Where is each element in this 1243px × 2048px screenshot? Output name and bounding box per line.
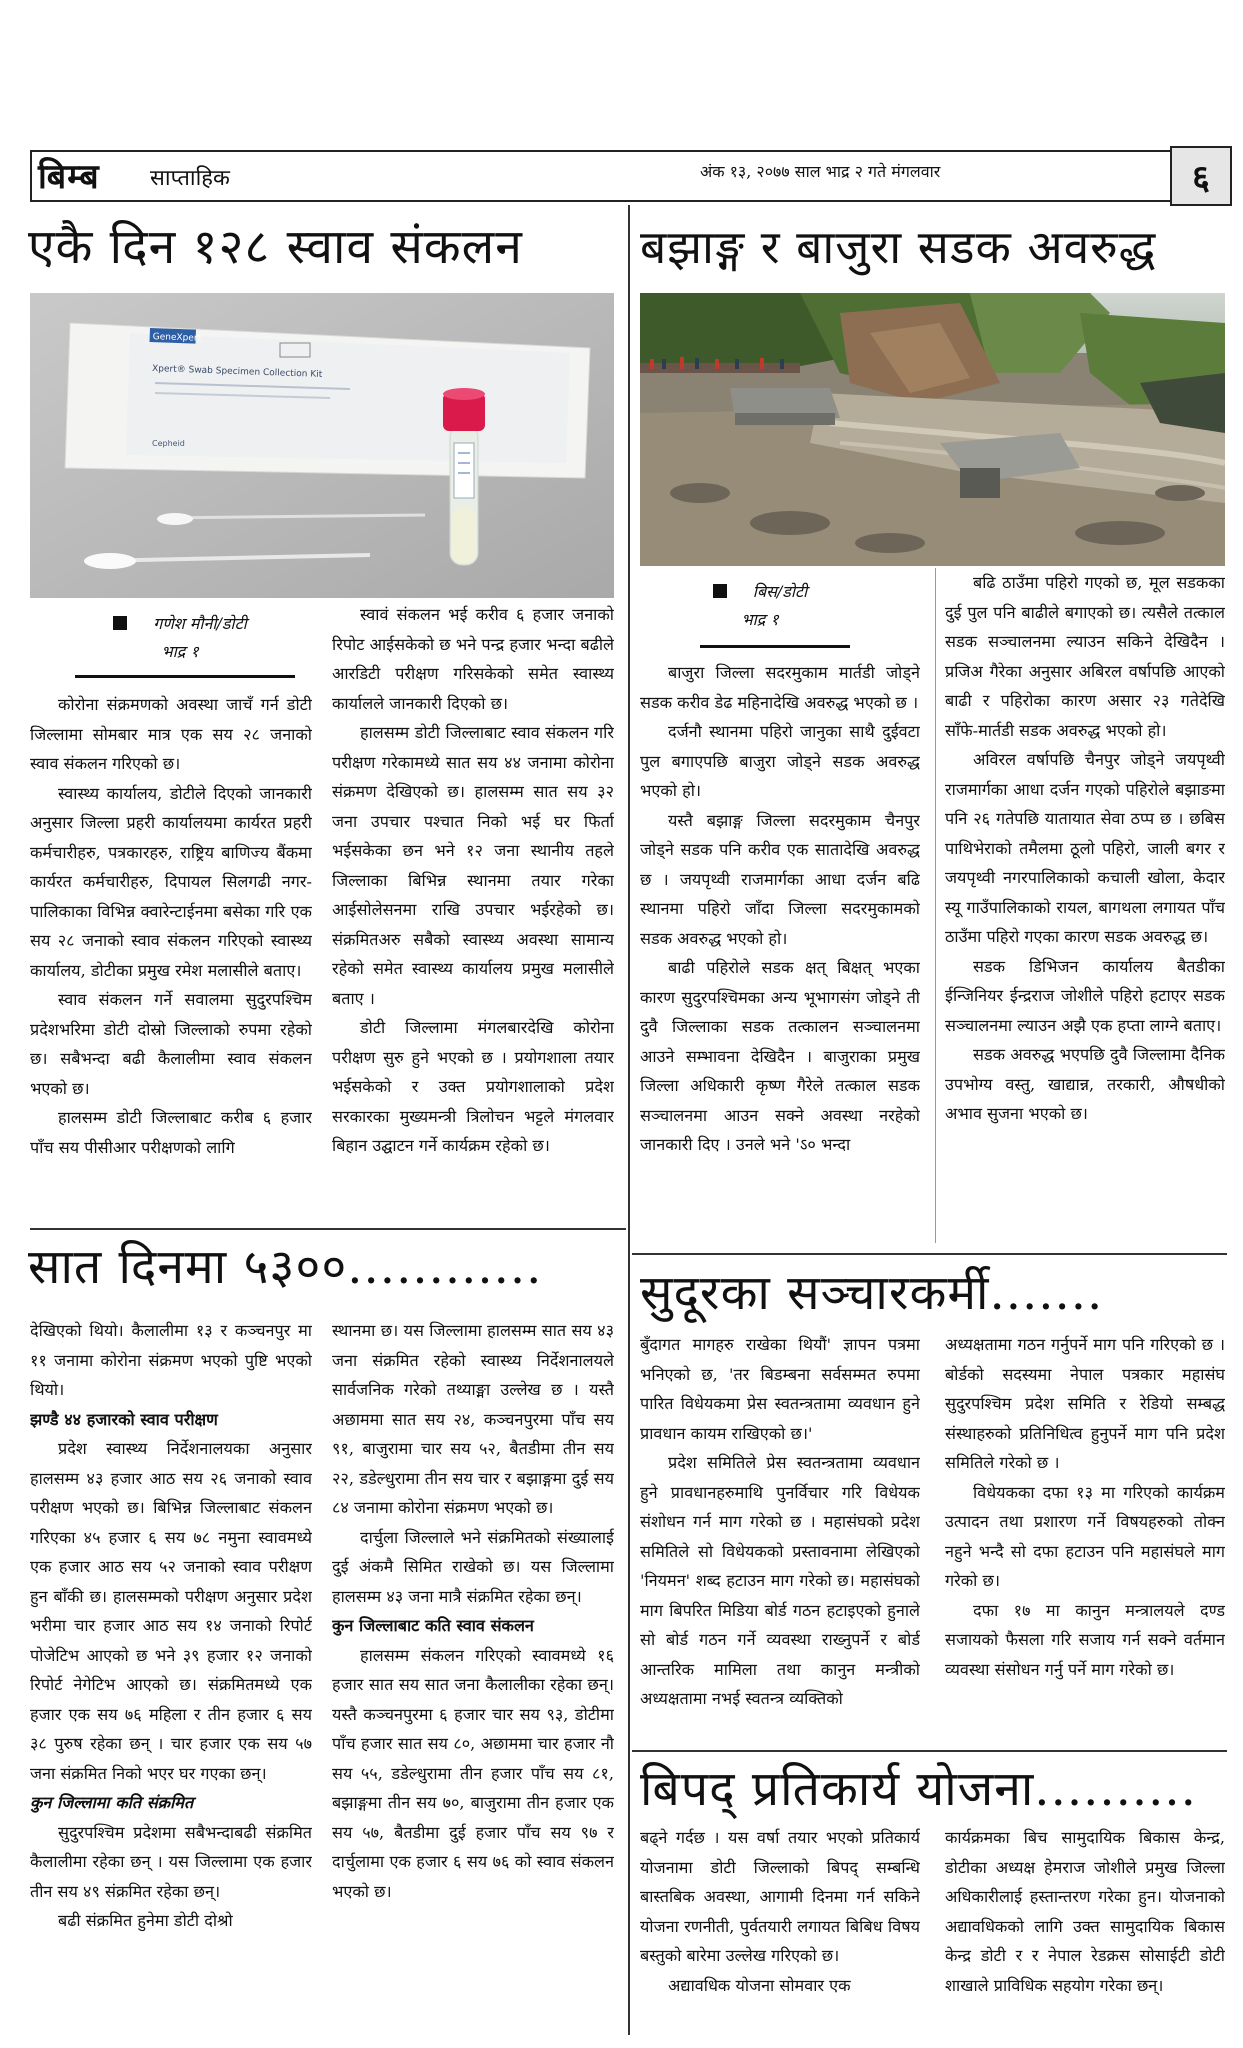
- article1-byline-rule: [75, 675, 295, 678]
- section-rule-left: [30, 1228, 626, 1230]
- article2-column-2: [945, 568, 1225, 1243]
- paragraph: अविरल वर्षापछि चैनपुर जोड्ने जयपृथ्वी राजमार्गका आधा दर्जन गएको पहिरोले बझाङमा पनि २६ गतेपछि यातायात सेवा ठप्प छ । छबिस पाथिभेराको तमैलमा ठूलो पहिरो, जाली बगर र जयपृथ्वी नगरपालिकाको कचाली खोला, केदार स्यू गाउँपालिकाको रायल, बागथला लगायत पाँच ठाउँमा पहिरो गएका कारण सडक अवरुद्ध छ।: [945, 750, 1225, 946]
- bullet-square-icon: [113, 616, 127, 630]
- article5-column-2: [945, 1823, 1225, 2033]
- center-column-rule: [628, 205, 630, 2035]
- paragraph: हालसम्म डोटी जिल्लाबाट स्वाव संकलन गरि परीक्षण गरेकामध्ये सात सय ४४ जनामा कोरोना संक्रमण देखिएको छ। हालसम्म सात सय ३२ जना उपचार पश्चात निको भई घर फिर्ता भईसकेका छन भने १२ जना स्थानीय तहले जिल्लाका बिभिन्न स्थानमा तयार गरेका आईसोलेसनमा राखि उपचार भईरहेको छ। संक्रमितअरु सबैको स्वास्थ्य अवस्था सामान्य रहेको समेत स्वास्थ्य कार्यालय प्रमुख मलासीले बताए ।: [332, 723, 614, 1008]
- paragraph: दफा १७ मा कानुन मन्त्रालयले दण्ड सजायको फैसला गरि सजाय गर्न सक्ने वर्तमान व्यवस्था संसोधन गर्नु पर्ने माग गरेको छ।: [945, 1600, 1225, 1679]
- article3-title: सात दिनमा ५३००............: [28, 1239, 543, 1295]
- article1-photo: [30, 293, 614, 598]
- article1-column-1: [30, 690, 312, 1215]
- paragraph: स्वावं संकलन भई करीव ६ हजार जनाको रिपोट आईसकेको छ भने पन्द्र हजार भन्दा बढीले आरडिटी परीक्षण गरिसकेको समेत स्वास्थ्य कार्यालले जानकारी दिएको छ।: [332, 605, 614, 713]
- article3-column-1: [30, 1316, 312, 2031]
- article1-author: गणेश मौनी/डोटी: [153, 614, 247, 633]
- article4-title: सुदूरका सञ्चारकर्मी.......: [640, 1265, 1104, 1321]
- article1-byline-date: भाद्र १: [161, 642, 199, 661]
- section-rule-right: [632, 1253, 1227, 1255]
- article2-column-1: [640, 658, 920, 1243]
- article4-column-2: [945, 1330, 1225, 1745]
- paragraph: बाढी पहिरोले सडक क्षत् बिक्षत् भएका कारण सुदुरपश्चिमका अन्य भूभागसंग जोड्ने ती दुवै जिल्लाका सडक तत्कालन सञ्चालनमा आउने सम्भावना देखिदैन । बाजुराका प्रमुख जिल्ला अधिकारी कृष्ण गैरेले तत्काल सडक सञ्चालनमा आउन सक्ने अवस्था नरहेको जानकारी दिए । उनले भने 'ऽ० भन्दा: [640, 958, 920, 1154]
- paragraph: दर्जनौ स्थानमा पहिरो जानुका साथै दुईवटा पुल बगाएपछि बाजुरा जोड्ने सडक अवरुद्ध भएको हो।: [640, 722, 920, 800]
- paragraph: प्रदेश स्वास्थ्य निर्देशनालयका अनुसार हालसम्म ४३ हजार आठ सय २६ जनाको स्वाव परीक्षण भएको छ। बिभिन्न जिल्लाबाट संकलन गरिएका ४५ हजार ६ सय ७८ नमुना स्वावमध्ये एक हजार आठ सय ५२ जनाको स्वाव परीक्षण हुन बाँकी छ। हालसम्मको परीक्षण अनुसार प्रदेश भरीमा चार हजार आठ सय १४ जनाको रिपोर्ट पोजेटिभ आएको छ भने ३९ हजार १२ जनाको रिपोर्ट नेगेटिभ आएको छ। संक्रमितमध्ये एक हजार एक सय ७६ महिला र तीन हजार ६ सय ३८ पुरुष रहेका छन् । चार हजार एक सय ५७ जना संक्रमित निको भएर घर गएका छन्।: [30, 1439, 312, 1783]
- article2-byline-rule: [700, 645, 850, 648]
- photo1-brand: GeneXpert: [152, 332, 202, 344]
- paragraph: सुदुरपश्चिम प्रदेशमा सबैभन्दाबढी संक्रमित कैलालीमा रहेका छन् । यस जिल्लामा एक हजार तीन सय ४९ संक्रमित रहेका छन्।: [30, 1822, 312, 1901]
- paragraph: बाजुरा जिल्ला सदरमुकाम मार्तडी जोड्ने सडक करीव डेढ महिनादेखि अवरुद्ध भएको छ ।: [640, 663, 920, 712]
- paragraph: हालसम्म संकलन गरिएको स्वावमध्ये १६ हजार सात सय सात जना कैलालीका रहेका छन्। यस्तै कञ्चनपुरमा ६ हजार चार सय ९३, डोटीमा पाँच हजार सात सय ८०, अछाममा चार हजार नौ सय ५५, डडेल्धुरामा तीन हजार पाँच सय ८१, बझाङ्गमा तीन सय ७०, बाजुरामा तीन हजार एक सय ५७, बैतडीमा दुई हजार पाँच सय ९७ र दार्चुलामा एक हजार ६ सय ७६ को स्वाव संकलन भएको छ।: [332, 1645, 614, 1901]
- article5-title: बिपद् प्रतिकार्य योजना..........: [640, 1761, 1197, 1817]
- section-rule-right-lower: [632, 1750, 1227, 1752]
- page-number: [1170, 146, 1232, 206]
- newspaper-logo-subtitle: साप्ताहिक: [150, 166, 230, 191]
- paragraph: स्थानमा छ। यस जिल्लामा हालसम्म सात सय ४३ जना संक्रमित रहेको स्वास्थ्य निर्देशनालयले सार्वजनिक गरेको तथ्याङ्मा उल्लेख छ । यस्तै अछाममा सात सय २४, कञ्चनपुरमा पाँच सय ९१, बाजुरामा चार सय ५२, बैतडीमा तीन सय २२, डडेल्धुरामा तीन सय चार र बझाङ्गमा दुई सय ८४ जनामा कोरोना संक्रमण भएको छ।: [332, 1321, 614, 1517]
- article2-byline-date: भाद्र १: [741, 610, 779, 629]
- article1-column-2: [332, 600, 614, 1215]
- paragraph: स्वाव संकलन गर्ने सवालमा सुदुरपश्चिम प्रदेशभरिमा डोटी दोस्रो जिल्लाको रुपमा रहेको छ। सबैभन्दा बढी कैलालीमा स्वाव संकलन भएको छ।: [30, 990, 312, 1098]
- paragraph: बढि ठाउँमा पहिरो गएको छ, मूल सडकका दुई पुल पनि बाढीले बगाएको छ। त्यसैले तत्काल सडक सञ्चालनमा ल्याउन सकिने देखिदैन । प्रजिअ गैरेका अनुसार अबिरल वर्षापछि आएको बाढी र पहिरोका कारण असार २३ गतेदेखि साँफे-मार्तडी सडक अवरुद्ध भएको हो।: [945, 573, 1225, 740]
- paragraph: दार्चुला जिल्लाले भने संक्रमितको संख्यालाई दुई अंकमै सिमित राखेको छ। यस जिल्लामा हालसम्म ४३ जना मात्रै संक्रमित रहेका छन्।: [332, 1527, 614, 1606]
- bullet-square-icon: [713, 584, 727, 598]
- article1-title: एकै दिन १२८ स्वाव संकलन: [28, 219, 523, 275]
- article2-column-rule: [935, 568, 936, 1243]
- paragraph: बढी संक्रमित हुनेमा डोटी दोश्रो: [58, 1911, 233, 1930]
- paragraph: हालसम्म डोटी जिल्लाबाट करीब ६ हजार पाँच सय पीसीआर परीक्षणको लागि: [30, 1108, 312, 1157]
- paragraph: विधेयकका दफा १३ मा गरिएको कार्यक्रम उत्पादन तथा प्रशारण गर्ने विषयहरुको तोक्न नहुने भन्दै सो दफा हटाउन पनि महासंघले माग गरेको छ।: [945, 1482, 1225, 1590]
- subheading: झण्डै ४४ हजारको स्वाव परीक्षण: [30, 1409, 218, 1429]
- paragraph: कार्यक्रमका बिच सामुदायिक बिकास केन्द्र, डोटीका अध्यक्ष हेमराज जोशीले प्रमुख जिल्ला अधिकारीलाई हस्तान्तरण गरेका हुन। योजनाको अद्यावधिकको लागि उक्त सामुदायिक बिकास केन्द्र डोटी र र नेपाल रेडक्रस सोसाईटी डोटी शाखाले प्राविधिक सहयोग गरेका छन्।: [945, 1828, 1225, 1995]
- paragraph: स्वास्थ्य कार्यालय, डोटीले दिएको जानकारी अनुसार जिल्ला प्रहरी कार्यालयमा कार्यरत प्रहरी कर्मचारीहरु, पत्रकारहरु, राष्ट्रिय बाणिज्य बैंकमा कार्यरत कर्मचारीहरु, दिपायल सिलगढी नगर-पालिकाका विभिन्न क्वारेन्टाईनमा बसेका गरि एक सय २८ जनाको स्वाव संकलन गरिएको स्वास्थ्य कार्यालय, डोटीका प्रमुख रमेश मलासीले बताए।: [30, 783, 312, 980]
- photo1-maker: Cepheid: [152, 439, 185, 448]
- article1-byline-author: [60, 610, 300, 638]
- paragraph: प्रदेश समितिले प्रेस स्वतन्त्रतामा व्यवधान हुने प्रावधानहरुमाथि पुनर्विचार गरि विधेयक संशोधन गर्न माग गरेको छ । महासंघको प्रदेश समितिले सो विधेयकको प्रस्तावनामा लेखिएको 'नियमन' शब्द हटाउन माग गरेको छ। महासंघको माग बिपरित मिडिया बोर्ड गठन हटाइएको हुनाले सो बोर्ड गठन गर्ने व्यवस्था राख्नुपर्ने र बोर्ड आन्तरिक मामिला तथा कानुन मन्त्रीको अध्यक्षतामा नभई स्वतन्त्र व्यक्तिको: [640, 1453, 920, 1708]
- paragraph: बढ्ने गर्दछ । यस वर्षा तयार भएको प्रतिकार्य योजनामा डोटी जिल्लाको बिपद् सम्बन्धि बास्तबिक अवस्था, आगामी दिनमा गर्न सकिने योजना रणनीती, पुर्वतयारी लगायत बिबिध विषय बस्तुको बारेमा उल्लेख गरिएको छ।: [640, 1828, 920, 1965]
- issue-info: अंक १३, २०७७ साल भाद्र २ गते मंगलवार: [700, 162, 941, 181]
- article2-author: बिस/डोटी: [752, 582, 808, 601]
- article4-column-1: [640, 1330, 920, 1745]
- article2-byline: [660, 578, 860, 634]
- page-number-text: ६: [1192, 158, 1210, 198]
- paragraph: बुँदागत मागहरु राखेका थियौं' ज्ञापन पत्रमा भनिएको छ, 'तर बिडम्बना सर्वसम्मत रुपमा पारित विधेयकमा प्रेस स्वतन्त्रतामा व्यवधान हुने प्रावधान कायम राखिएको छ।': [640, 1335, 920, 1443]
- paragraph: अध्यक्षतामा गठन गर्नुपर्ने माग पनि गरिएको छ । बोर्डको सदस्यमा नेपाल पत्रकार महासंघ सुदुरपश्चिम प्रदेश समिति र रेडियो सम्बद्ध संस्थाहरुको प्रतिनिधित्व हुनुपर्ने माग पनि प्रदेश समितिले गरेको छ ।: [945, 1335, 1225, 1472]
- subheading: कुन जिल्लाबाट कति स्वाव संकलन: [332, 1616, 534, 1635]
- article2-photo: [640, 293, 1225, 566]
- subheading: कुन जिल्लामा कति संक्रमित: [30, 1793, 194, 1812]
- paragraph: डोटी जिल्लामा मंगलबारदेखि कोरोना परीक्षण सुरु हुने भएको छ । प्रयोगशाला तयार भईसकेको र उक्त प्रयोगशालाको प्रदेश सरकारका मुख्यमन्त्री त्रिलोचन भट्टले मंगलवार बिहान उद्घाटन गर्ने कार्यक्रम रहेको छ।: [332, 1018, 614, 1155]
- newspaper-logo: बिम्ब: [38, 157, 100, 197]
- paragraph: देखिएको थियो। कैलालीमा १३ र कञ्चनपुर मा ११ जनामा कोरोना संक्रमण भएको पुष्टि भएको थियो।: [30, 1321, 312, 1399]
- paragraph: सडक अवरुद्ध भएपछि दुवै जिल्लामा दैनिक उपभोग्य वस्तु, खाद्यान्न, तरकारी, औषधीको अभाव सुजना भएको छ।: [945, 1045, 1225, 1123]
- paragraph: कोरोना संक्रमणको अवस्था जाचँ गर्न डोटी जिल्लामा सोमबार मात्र एक सय २८ जनाको स्वाव संकलन गरिएको छ।: [30, 695, 312, 773]
- article1-byline: [60, 610, 300, 666]
- article2-byline-author: [660, 578, 860, 606]
- photo1-kit-label: Xpert® Swab Specimen Collection Kit: [151, 364, 323, 380]
- paragraph: सडक डिभिजन कार्यालय बैतडीका ईन्जिनियर ईन्द्रराज जोशीले पहिरो हटाएर सडक सञ्चालनमा ल्याउन अझै एक हप्ता लाग्ने बताए।: [945, 956, 1225, 1035]
- article3-column-2: [332, 1316, 614, 2031]
- paragraph: अद्यावधिक योजना सोमवार एक: [668, 1975, 851, 1995]
- article5-column-1: [640, 1823, 920, 2033]
- article2-title: बझाङ्ग र बाजुरा सडक अवरुद्ध: [640, 220, 1157, 274]
- paragraph: यस्तै बझाङ्ग जिल्ला सदरमुकाम चैनपुर जोड्ने सडक पनि करीव एक सातादेखि अवरुद्ध छ । जयपृथ्वी राजमार्गका आधा दर्जन बढि स्थानमा पहिरो जाँदा जिल्ला सदरमुकामको सडक अवरुद्ध भएको हो।: [640, 810, 920, 948]
